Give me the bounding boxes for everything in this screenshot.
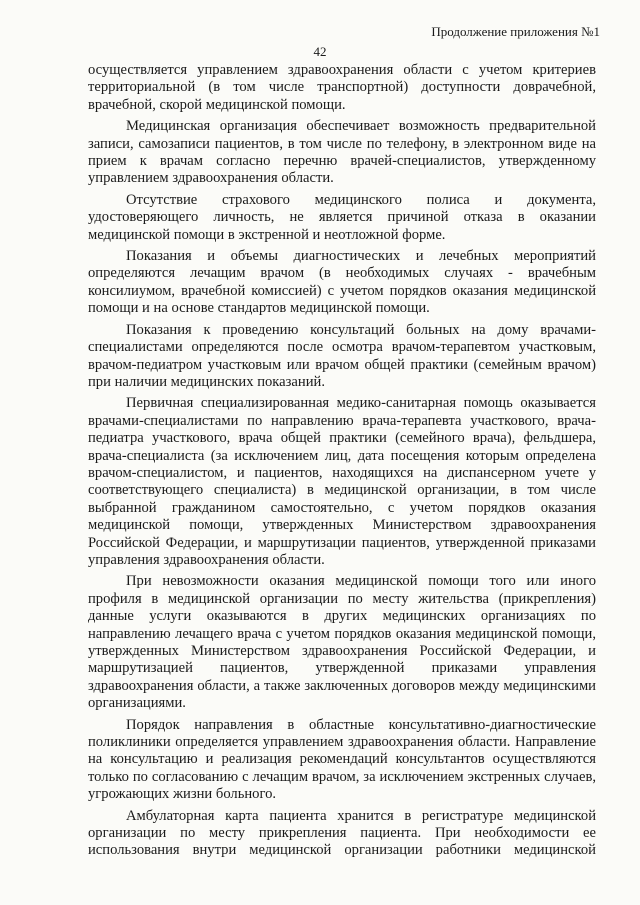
- paragraph-8: Порядок направления в областные консультативно-диагностические поликлиники определяется управлением здравоохранения области. Направление на консультацию и реализация рекомендаций консультантов осуществляются только по согласованию с лечащим врачом, за исключением экстренных случаев, угрожающих жизни больного.: [88, 716, 596, 803]
- paragraph-6: Первичная специализированная медико-санитарная помощь оказывается врачами-специалистами по направлению врача-терапевта участкового, врача-педиатра участкового, врача общей практики (семейного врача), фельдшера, врача-специалиста (за исключением лиц, дата посещения которым определена врачом-специалистом, и пациентов, находящихся на диспансерном учете у соответствующего специалиста) в медицинской организации, в том числе выбранной гражданином самостоятельно, с учетом порядков оказания медицинской помощи, утвержденных Министерством здравоохранения Российской Федерации, и маршрутизации пациентов, утвержденной приказами управления здравоохранения области.: [88, 395, 596, 568]
- paragraph-5: Показания к проведению консультаций больных на дому врачами-специалистами определяются после осмотра врачом-терапевтом участковым, врачом-педиатром участковым или врачом общей практики (семейным врачом) при наличии медицинских показаний.: [88, 321, 596, 390]
- paragraph-7: При невозможности оказания медицинской помощи того или иного профиля в медицинской организации по месту жительства (прикрепления) данные услуги оказываются в других медицинских организациях по направлению лечащего врача с учетом порядков оказания медицинской помощи, утвержденных Министерством здравоохранения Российской Федерации, и маршрутизацией пациентов, утвержденной приказами управления здравоохранения области, а также заключенных договоров между медицинскими организациями.: [88, 573, 596, 712]
- paragraph-9: Амбулаторная карта пациента хранится в регистратуре медицинской организации по месту прикрепления пациента. При необходимости ее использования внутри медицинской организации работники медицинской: [88, 807, 596, 859]
- paragraph-3: Отсутствие страхового медицинского полиса и документа, удостоверяющего личность, не является причиной отказа в оказании медицинской помощи в экстренной и неотложной форме.: [88, 191, 596, 243]
- paragraph-4: Показания и объемы диагностических и лечебных мероприятий определяются лечащим врачом (в необходимых случаях - врачебным консилиумом, врачебной комиссией) с учетом порядков оказания медицинской помощи и на основе стандартов медицинской помощи.: [88, 248, 596, 317]
- document-body: [88, 62, 596, 864]
- paragraph-2: Медицинская организация обеспечивает возможность предварительной записи, самозаписи пациентов, в том числе по телефону, в электронном виде на прием к врачам согласно перечню врачей-специалистов, утвержденному управлением здравоохранения области.: [88, 118, 596, 187]
- page-number: 42: [313, 44, 327, 59]
- appendix-continuation-note: Продолжение приложения №1: [431, 24, 600, 39]
- paragraph-1: осуществляется управлением здравоохранения области с учетом критериев территориальной (в том числе транспортной) доступности доврачебной, врачебной, скорой медицинской помощи.: [88, 62, 596, 113]
